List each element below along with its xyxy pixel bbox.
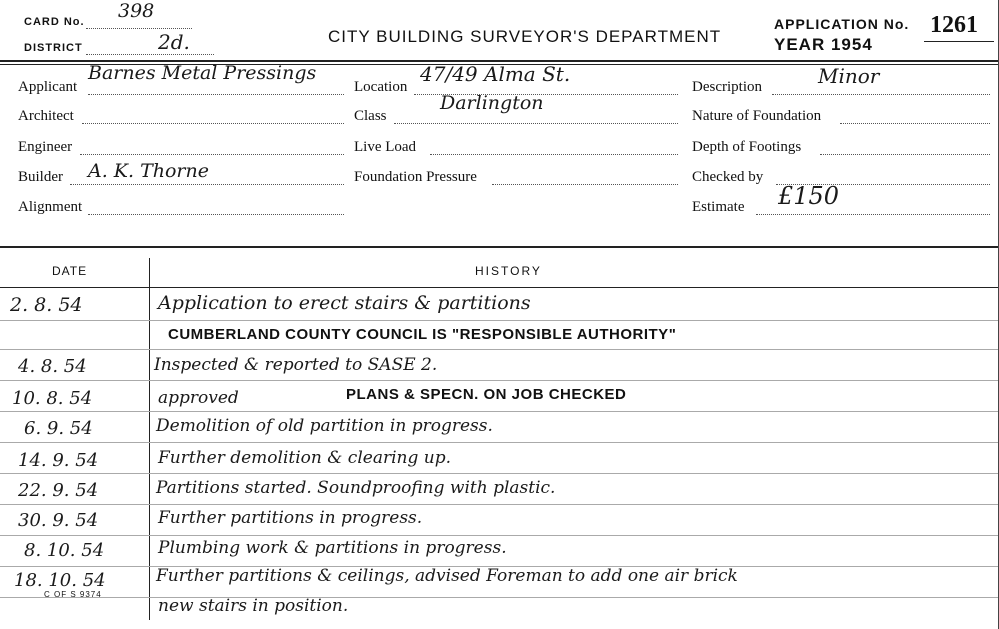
plans-checked-stamp: PLANS & SPECN. ON JOB CHECKED <box>346 386 627 403</box>
history-text: Application to erect stairs & partitions <box>158 292 531 314</box>
applicant-label: Applicant <box>18 79 78 95</box>
architect-dotline <box>82 123 344 124</box>
history-text: Plumbing work & partitions in progress. <box>158 538 507 558</box>
history-text: new stairs in position. <box>158 596 349 616</box>
history-text: Partitions started. Soundproofing with plastic. <box>156 478 556 498</box>
row-rule <box>0 535 999 536</box>
row-rule <box>0 442 999 443</box>
class-value: Darlington <box>440 92 544 114</box>
engineer-label: Engineer <box>18 139 73 155</box>
history-text: approved <box>158 388 239 408</box>
nature-dotline <box>840 123 990 124</box>
history-text: Inspected & reported to SASE 2. <box>154 355 438 375</box>
estimate-label: Estimate <box>692 199 745 215</box>
history-header: HISTORY <box>475 264 542 278</box>
live-load-label: Live Load <box>354 139 417 155</box>
application-no-underline <box>924 41 994 42</box>
description-label: Description <box>692 79 762 95</box>
row-rule <box>0 349 999 350</box>
history-date: 2. 8. 54 <box>10 294 83 316</box>
engineer-dotline <box>80 154 344 155</box>
checked-by-label: Checked by <box>692 169 764 185</box>
district-value: 2d. <box>158 30 190 54</box>
row-rule <box>0 411 999 412</box>
applicant-value: Barnes Metal Pressings <box>88 62 317 84</box>
row-rule <box>0 320 999 321</box>
district-label: DISTRICT <box>24 42 83 54</box>
row-rule <box>0 473 999 474</box>
history-date: 30. 9. 54 <box>18 510 99 531</box>
live-load-dotline <box>430 154 678 155</box>
estimate-value: £150 <box>778 182 840 210</box>
row-rule <box>0 380 999 381</box>
history-text: Further partitions & ceilings, advised Foreman to add one air brick <box>156 566 738 586</box>
history-date: 22. 9. 54 <box>18 480 99 501</box>
date-header: DATE <box>52 264 88 278</box>
description-dotline <box>772 94 990 95</box>
card-no-label: CARD No. <box>24 16 85 28</box>
depth-dotline <box>820 154 990 155</box>
application-no-label: APPLICATION No. <box>774 16 910 32</box>
location-value: 47/49 Alma St. <box>420 62 571 86</box>
location-label: Location <box>354 79 408 95</box>
builder-value: A. K. Thorne <box>88 160 209 182</box>
applicant-dotline <box>88 94 344 95</box>
architect-label: Architect <box>18 108 74 124</box>
class-label: Class <box>354 108 387 124</box>
description-value: Minor <box>818 64 880 88</box>
district-dotline <box>86 54 214 55</box>
history-date: 8. 10. 54 <box>24 540 105 561</box>
foundation-pressure-label: Foundation Pressure <box>354 169 477 185</box>
estimate-dotline <box>756 214 990 215</box>
history-text: Further demolition & clearing up. <box>158 448 451 468</box>
history-date: 4. 8. 54 <box>18 356 87 377</box>
form-code: C OF S 9374 <box>44 590 102 599</box>
builder-label: Builder <box>18 169 63 185</box>
authority-stamp: CUMBERLAND COUNTY COUNCIL IS "RESPONSIBLE AUTHORITY" <box>168 326 677 343</box>
builder-dotline <box>70 184 344 185</box>
alignment-label: Alignment <box>18 199 83 215</box>
alignment-dotline <box>88 214 344 215</box>
history-text: Further partitions in progress. <box>158 508 423 528</box>
history-date: 10. 8. 54 <box>12 388 93 409</box>
history-top-rule <box>0 246 999 248</box>
class-dotline <box>394 123 678 124</box>
nature-of-foundation-label: Nature of Foundation <box>692 108 822 124</box>
year-label: YEAR 1954 <box>774 35 873 54</box>
history-date: 18. 10. 54 <box>14 570 106 591</box>
row-rule <box>0 597 999 598</box>
foundation-pressure-dotline <box>492 184 678 185</box>
application-no-value: 1261 <box>930 12 978 38</box>
history-text: Demolition of old partition in progress. <box>156 416 493 436</box>
history-date: 6. 9. 54 <box>24 418 93 439</box>
history-date: 14. 9. 54 <box>18 450 99 471</box>
row-rule <box>0 504 999 505</box>
depth-of-footings-label: Depth of Footings <box>692 139 802 155</box>
card-no-dotline <box>86 28 192 29</box>
department-title: CITY BUILDING SURVEYOR'S DEPARTMENT <box>328 27 722 46</box>
card-no-value: 398 <box>118 0 155 22</box>
